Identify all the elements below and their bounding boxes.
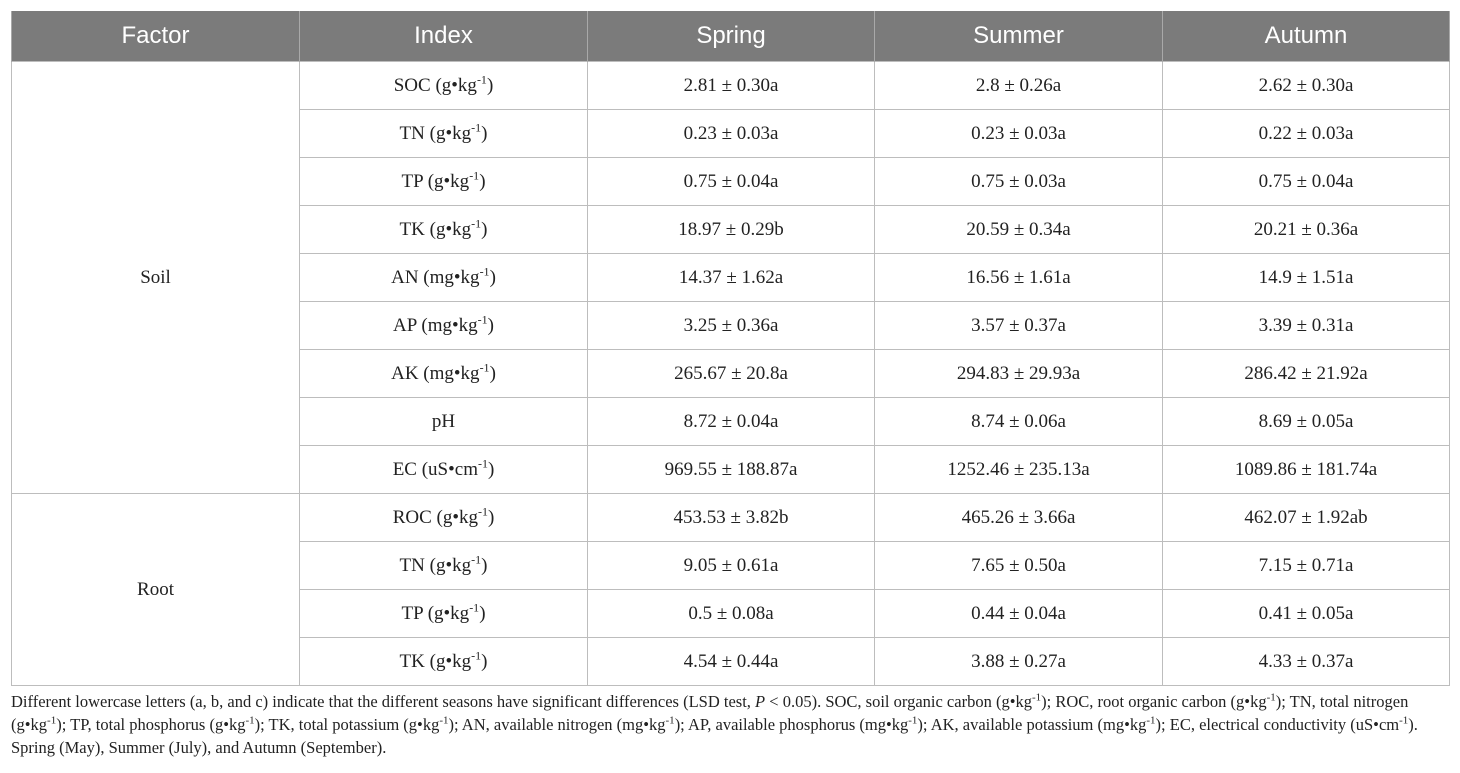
unit-exponent: -1 xyxy=(477,456,488,471)
unit-exponent: -1 xyxy=(476,72,487,87)
unit-exponent: -1 xyxy=(471,216,482,231)
footnote-superscript: -1 xyxy=(439,714,449,727)
spring-value-cell: 9.05 ± 0.61a xyxy=(588,542,875,590)
summer-value-cell: 3.88 ± 0.27a xyxy=(875,638,1163,686)
spring-value-cell: 4.54 ± 0.44a xyxy=(588,638,875,686)
footnote-text: ); AK, available potassium (mg•kg xyxy=(917,715,1147,734)
header-autumn: Autumn xyxy=(1163,11,1450,62)
factor-cell: Root xyxy=(12,494,300,686)
summer-value-cell: 7.65 ± 0.50a xyxy=(875,542,1163,590)
unit-exponent: -1 xyxy=(479,264,490,279)
autumn-value-cell: 2.62 ± 0.30a xyxy=(1163,62,1450,110)
summer-value-cell: 20.59 ± 0.34a xyxy=(875,206,1163,254)
autumn-value-cell: 0.22 ± 0.03a xyxy=(1163,110,1450,158)
spring-value-cell: 2.81 ± 0.30a xyxy=(588,62,875,110)
summer-value-cell: 3.57 ± 0.37a xyxy=(875,302,1163,350)
index-label-tail: ) xyxy=(489,266,496,288)
footnote-text: ); TP, total phosphorus (g•kg xyxy=(56,715,246,734)
footnote-superscript: -1 xyxy=(1146,714,1156,727)
index-label-tail: ) xyxy=(481,218,488,240)
index-label-tail: ) xyxy=(479,170,486,192)
footnote-p-symbol: P xyxy=(755,692,766,711)
table-body xyxy=(12,62,1450,686)
footnote-text: ); AN, available nitrogen (mg•kg xyxy=(448,715,666,734)
data-table xyxy=(11,11,1450,686)
index-cell xyxy=(300,542,588,590)
index-label: EC (uS•cm xyxy=(392,458,478,480)
index-label: TK (g•kg xyxy=(399,650,472,672)
summer-value-cell: 465.26 ± 3.66a xyxy=(875,494,1163,542)
spring-value-cell: 18.97 ± 0.29b xyxy=(588,206,875,254)
index-label: TN (g•kg xyxy=(399,554,472,576)
index-cell xyxy=(300,302,588,350)
spring-value-cell: 0.75 ± 0.04a xyxy=(588,158,875,206)
summer-value-cell: 2.8 ± 0.26a xyxy=(875,62,1163,110)
autumn-value-cell: 7.15 ± 0.71a xyxy=(1163,542,1450,590)
index-label-tail: ) xyxy=(487,458,495,480)
index-label-tail: ) xyxy=(481,554,488,576)
spring-value-cell: 265.67 ± 20.8a xyxy=(588,350,875,398)
header-spring: Spring xyxy=(588,11,875,62)
index-cell xyxy=(300,158,588,206)
index-label: AP (mg•kg xyxy=(393,314,478,336)
summer-value-cell: 0.44 ± 0.04a xyxy=(875,590,1163,638)
data-table-container xyxy=(11,11,1449,686)
summer-value-cell: 0.75 ± 0.03a xyxy=(875,158,1163,206)
index-cell xyxy=(300,110,588,158)
header-index: Index xyxy=(300,11,588,62)
index-cell xyxy=(300,398,588,446)
header-row xyxy=(12,11,1450,62)
footnote-superscript: -1 xyxy=(1399,714,1409,727)
summer-value-cell: 8.74 ± 0.06a xyxy=(875,398,1163,446)
footnote-text: ); ROC, root organic carbon (g•kg xyxy=(1041,692,1267,711)
index-label-tail: ) xyxy=(489,362,496,384)
footnote-superscript: -1 xyxy=(1266,691,1276,704)
unit-exponent: -1 xyxy=(471,120,482,135)
spring-value-cell: 0.23 ± 0.03a xyxy=(588,110,875,158)
summer-value-cell: 16.56 ± 1.61a xyxy=(875,254,1163,302)
table-row xyxy=(12,62,1450,110)
index-cell xyxy=(300,590,588,638)
footnote-text: ); TN, total nitrogen (g•kg xyxy=(11,692,1409,734)
spring-value-cell: 3.25 ± 0.36a xyxy=(588,302,875,350)
footnote-text: Different lowercase letters (a, b, and c) indicate that the different seasons have significant differences (LSD test, xyxy=(11,692,756,711)
table-footnote xyxy=(11,690,1451,759)
index-label: TP (g•kg xyxy=(401,170,470,192)
index-label-tail: ) xyxy=(487,314,494,336)
autumn-value-cell: 0.41 ± 0.05a xyxy=(1163,590,1450,638)
autumn-value-cell: 286.42 ± 21.92a xyxy=(1163,350,1450,398)
footnote-text: ). Spring (May), Summer (July), and Autumn (September). xyxy=(11,715,1418,757)
unit-exponent: -1 xyxy=(477,312,488,327)
index-label-tail: ) xyxy=(487,506,495,528)
summer-value-cell: 0.23 ± 0.03a xyxy=(875,110,1163,158)
summer-value-cell: 294.83 ± 29.93a xyxy=(875,350,1163,398)
index-label-tail: ) xyxy=(481,122,488,144)
index-cell xyxy=(300,446,588,494)
index-label-tail: ) xyxy=(479,602,486,624)
unit-exponent: -1 xyxy=(479,360,490,375)
header-summer: Summer xyxy=(875,11,1163,62)
index-cell xyxy=(300,62,588,110)
autumn-value-cell: 4.33 ± 0.37a xyxy=(1163,638,1450,686)
index-label: TP (g•kg xyxy=(401,602,470,624)
spring-value-cell: 14.37 ± 1.62a xyxy=(588,254,875,302)
unit-exponent: -1 xyxy=(471,648,482,663)
footnote-superscript: -1 xyxy=(1031,691,1042,704)
footnote-text: ); AP, available phosphorus (mg•kg xyxy=(674,715,909,734)
unit-exponent: -1 xyxy=(469,168,480,183)
index-cell xyxy=(300,254,588,302)
header-factor: Factor xyxy=(12,11,300,62)
autumn-value-cell: 14.9 ± 1.51a xyxy=(1163,254,1450,302)
spring-value-cell: 969.55 ± 188.87a xyxy=(588,446,875,494)
footnote-superscript: -1 xyxy=(245,714,255,727)
autumn-value-cell: 3.39 ± 0.31a xyxy=(1163,302,1450,350)
index-label: AN (mg•kg xyxy=(391,266,480,288)
summer-value-cell: 1252.46 ± 235.13a xyxy=(875,446,1163,494)
index-cell xyxy=(300,350,588,398)
unit-exponent: -1 xyxy=(469,600,480,615)
autumn-value-cell: 462.07 ± 1.92ab xyxy=(1163,494,1450,542)
index-label: TN (g•kg xyxy=(399,122,472,144)
table-row xyxy=(12,494,1450,542)
footnote-text: ); TK, total potassium (g•kg xyxy=(254,715,440,734)
footnote-text: ); EC, electrical conductivity (uS•cm xyxy=(1155,715,1400,734)
index-label: SOC (g•kg xyxy=(393,74,477,96)
index-label: ROC (g•kg xyxy=(392,506,478,528)
index-label-tail: ) xyxy=(481,650,488,672)
index-cell xyxy=(300,638,588,686)
spring-value-cell: 8.72 ± 0.04a xyxy=(588,398,875,446)
index-cell xyxy=(300,494,588,542)
index-cell xyxy=(300,206,588,254)
spring-value-cell: 0.5 ± 0.08a xyxy=(588,590,875,638)
autumn-value-cell: 0.75 ± 0.04a xyxy=(1163,158,1450,206)
footnote-superscript: -1 xyxy=(47,714,57,727)
autumn-value-cell: 1089.86 ± 181.74a xyxy=(1163,446,1450,494)
unit-exponent: -1 xyxy=(477,504,488,519)
index-label-tail: ) xyxy=(486,74,494,96)
autumn-value-cell: 8.69 ± 0.05a xyxy=(1163,398,1450,446)
footnote-superscript: -1 xyxy=(665,714,675,727)
index-label: TK (g•kg xyxy=(399,218,472,240)
footnote-superscript: -1 xyxy=(908,714,918,727)
unit-exponent: -1 xyxy=(471,552,482,567)
index-label: pH xyxy=(431,410,456,432)
autumn-value-cell: 20.21 ± 0.36a xyxy=(1163,206,1450,254)
index-label: AK (mg•kg xyxy=(391,362,480,384)
footnote-text: < 0.05). SOC, soil organic carbon (g•kg xyxy=(765,692,1032,711)
factor-cell: Soil xyxy=(12,62,300,494)
spring-value-cell: 453.53 ± 3.82b xyxy=(588,494,875,542)
